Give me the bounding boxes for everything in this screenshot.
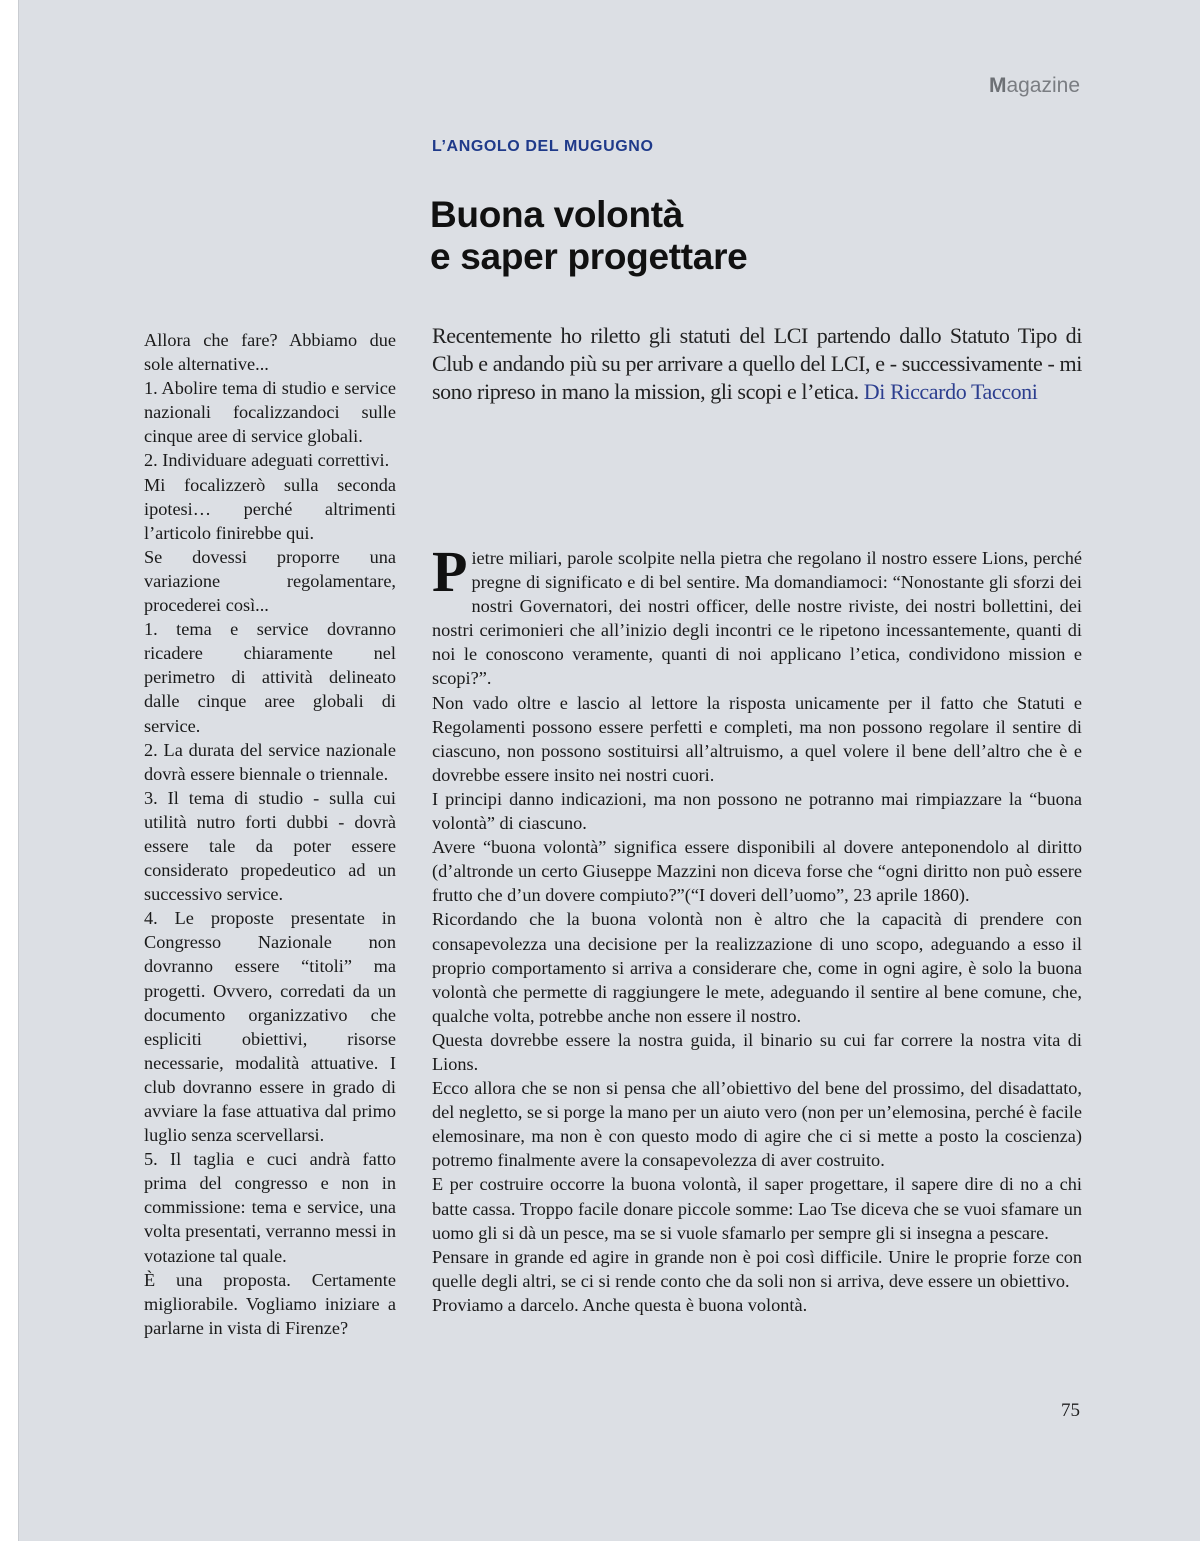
main-paragraph: Ricordando che la buona volontà non è altro che la capacità di prendere con consapevolezza una decisione per la realizzazione di uno scopo, adeguando a esso il proprio comportamento si arriva a considerare che, come in ogni agire, è solo la buona volontà che permette di raggiungere le mete, adeguando il sentire al bene comune, che, qualche volta, potrebbe anche non essere il nostro. — [432, 909, 1082, 1026]
magazine-header — [989, 74, 1080, 98]
left-paragraph: 2. Individuare adeguati correttivi. — [144, 450, 390, 471]
left-paragraph: Mi focalizzerò sulla seconda ipotesi… perché altrimenti l’articolo finirebbe qui. — [144, 474, 396, 543]
left-column — [144, 328, 396, 1340]
left-paragraph: 3. Il tema di studio - sulla cui utilità nutro forti dubbi - dovrà essere tale da poter essere considerato propedeutico ad un successivo service. — [144, 787, 396, 905]
main-paragraph: E per costruire occorre la buona volontà, il saper progettare, il sapere dire di no a chi batte cassa. Troppo facile donare piccole somme: Lao Tse diceva che se vuoi sfamare un uomo gli si dà un pesce, ma se si vuole sfamarlo per sempre gli si insegna a pescare. — [432, 1174, 1082, 1243]
article-headline — [430, 194, 747, 278]
main-paragraph: Non vado oltre e lascio al lettore la risposta unicamente per il fatto che Statuti e Regolamenti possono essere perfetti e completi, ma non possono regolare il sentire di ciascuno, non possono sostituirsi all’altruismo, a quel volere il bene dell’altro che è e dovrebbe essere insito nei nostri cuori. — [432, 692, 1082, 785]
page-edge — [0, 0, 19, 1541]
left-paragraph: È una proposta. Certamente migliorabile. Vogliamo iniziare a parlarne in vista di Firenze? — [144, 1269, 396, 1338]
section-label: L’ANGOLO DEL MUGUGNO — [432, 138, 654, 155]
headline-line-2: e saper progettare — [430, 236, 748, 277]
main-paragraph: Avere “buona volontà” significa essere disponibili al dovere anteponendolo al diritto (d’altronde un certo Giuseppe Mazzini non diceva forse che “ogni diritto non può essere frutto che d’un dovere compiuto?”(“I doveri dell’uomo”, 23 aprile 1860). — [432, 837, 1082, 906]
dropcap: P — [432, 539, 468, 604]
article-lead — [432, 322, 1082, 406]
left-paragraph: 5. Il taglia e cuci andrà fatto prima del congresso e non in commissione: tema e service, una volta presentati, verranno messi in votazione tal quale. — [144, 1149, 396, 1266]
headline-line-1: Buona volontà — [430, 194, 684, 235]
first-paragraph-text: ietre miliari, parole scolpite nella pietra che regolano il nostro essere Lions, perché pregne di significato e di bel sentire. Ma domandiamoci: “Nonostante gli sforzi dei nostri Governatori, dei nostri officer, delle nostre riviste, dei nostri bollettini, dei nostri cerimonieri che all’inizio degli incontri ce le ripetono incessantemente, quanti di noi le conoscono veramente, quanti di noi applicano l’etica, condividono mission e scopi?”. — [432, 548, 1082, 689]
left-paragraph: 1. tema e service dovranno ricadere chiaramente nel perimetro di attività delineato dalle cinque aree globali di service. — [144, 619, 396, 736]
author-byline: Di Riccardo Tacconi — [863, 379, 1038, 404]
main-paragraph: Pensare in grande ed agire in grande non è poi così difficile. Unire le proprie forze con quelle degli altri, se ci si rende conto che da soli non si arriva, deve essere un obiettivo. — [432, 1246, 1082, 1291]
left-paragraph: Allora che fare? Abbiamo due sole alternative... — [144, 330, 396, 375]
page-number: 75 — [1061, 1400, 1080, 1421]
main-column — [432, 539, 1082, 1317]
main-paragraph: Ecco allora che se non si pensa che all’obiettivo del bene del prossimo, del disadattato, del negletto, se si porge la mano per un aiuto vero (non per un’elemosina, perché è facile elemosinare, ma non è con questo modo di agire che ci si mette a posto la coscienza) potremo finalmente avere la consapevolezza di aver costruito. — [432, 1078, 1082, 1171]
left-paragraph: Se dovessi proporre una variazione regolamentare, procederei così... — [144, 546, 396, 616]
main-paragraph: Proviamo a darcelo. Anche questa è buona volontà. — [432, 1294, 808, 1315]
left-paragraph: 4. Le proposte presentate in Congresso Nazionale non dovranno essere “titoli” ma progetti. Ovvero, corredati da un documento organizzativo che espliciti obiettivi, risorse necessarie, modalità attuative. I club dovranno essere in grado di avviare la fase attuativa dal primo luglio senza scervellarsi. — [144, 908, 396, 1146]
first-paragraph — [432, 539, 1082, 691]
left-paragraph: 1. Abolire tema di studio e service nazionali focalizzandoci sulle cinque aree di service globali. — [144, 378, 396, 447]
main-paragraph: I principi danno indicazioni, ma non possono ne potranno mai rimpiazzare la “buona volontà” di ciascuno. — [432, 788, 1082, 834]
lead-text: Recentemente ho riletto gli statuti del LCI partendo dallo Statuto Tipo di Club e andando più su per arrivare a quello del LCI, e - successivamente - mi sono ripreso in mano la mission, gli scopi e l’etica. — [432, 323, 1082, 404]
main-paragraph: Questa dovrebbe essere la nostra guida, il binario su cui far correre la nostra vita di Lions. — [432, 1029, 1082, 1074]
magazine-initial: M — [988, 74, 1007, 97]
left-paragraph: 2. La durata del service nazionale dovrà essere biennale o triennale. — [144, 739, 396, 784]
magazine-name: agazine — [1006, 74, 1080, 97]
